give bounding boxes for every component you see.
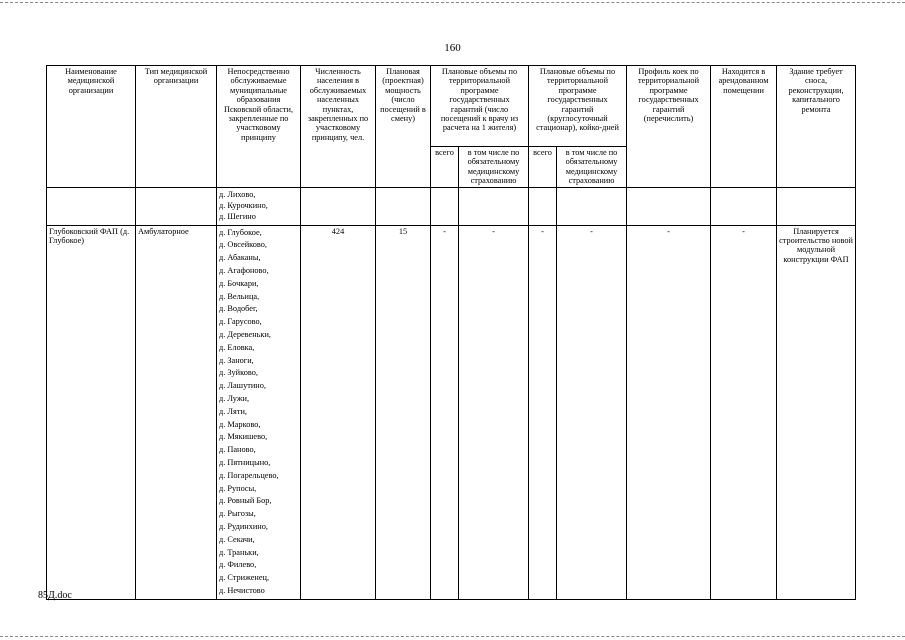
org-type: Амбулаторное [136,225,217,599]
village: д. Пятницыно, [219,457,271,467]
header-in-total: всего [529,147,557,188]
village: д. Рупосы, [219,483,257,493]
villages-cell [217,225,301,599]
village: д. Бочкари, [219,278,259,288]
header-building: Здание требует сноса, реконструкции, капитального ремонта [777,66,856,188]
village: д. Филево, [219,560,257,570]
village: д. Нечистово [219,585,265,595]
header-population: Численность населения в обслуживаемых населенных пунктах, закрепленных по участковому принципу, чел. [301,66,376,188]
header-inpatient: Плановые объемы по территориальной программе государственных гарантий (круглосуточный стационар), койко-дней [529,66,627,147]
village: д. Вельица, [219,291,260,301]
header-name: Наименование медицинской организации [47,66,136,188]
village: д. Погарельцево, [219,470,279,480]
village: д. Секачи, [219,534,255,544]
village: д. Водобег, [219,304,258,314]
village: д. Рудинхино, [219,521,268,531]
village: д. Лихово, [219,189,256,199]
village: д. Агафоново, [219,266,269,276]
village: д. Абаканы, [219,253,261,263]
continued-villages-cell [217,187,301,225]
header-municipal: Непосредственно обслуживаемые муниципальные образования Псковской области, закрепленные по участковому принципу [217,66,301,188]
bottom-edge-line [0,636,905,637]
header-type: Тип медицинской организации [136,66,217,188]
in-oms-value: - [557,225,627,599]
village: д. Марково, [219,419,261,429]
medical-organizations-table [46,65,856,600]
village: д. Ровный Бор, [219,496,272,506]
top-edge-line [0,2,905,3]
capacity-value: 15 [376,225,431,599]
village: д. Деревеньки, [219,330,271,339]
out-total-value: - [431,225,459,599]
header-out-total: всего [431,147,459,188]
village: д. Еловка, [219,342,255,352]
in-total-value: - [529,225,557,599]
page-number: 160 [444,42,461,54]
header-rented: Находится в арендованном помещении [711,66,777,188]
header-profile: Профиль коек по территориальной программе государственных гарантий (перечислить) [627,66,711,188]
header-outpatient: Плановые объемы по территориальной программе государственных гарантий (число посещений к врачу из расчета на 1 жителя) [431,66,529,147]
out-oms-value: - [459,225,529,599]
village: д. Лужи, [219,393,250,403]
profile-value: - [627,225,711,599]
village: д. Траньки, [219,547,259,557]
header-in-oms: в том числе по обязательному медицинскому страхованию [557,147,627,188]
population-value: 424 [301,225,376,599]
village: д. Глубокое, [219,227,262,237]
header-out-oms: в том числе по обязательному медицинскому страхованию [459,147,529,188]
village: д. Гарусово, [219,317,262,327]
village: д. Ляти, [219,406,247,416]
village: д. Заноги, [219,355,254,365]
document-footer: 85Д.doc [38,590,72,601]
village: д. Шегино [219,211,256,221]
village: д. Лашутино, [219,381,266,391]
org-name: Глубоковский ФАП (д. Глубокое) [47,225,136,599]
table-row-continued [47,187,856,225]
village: д. Овсейково, [219,240,267,250]
table-row-glubokovsky [47,225,856,599]
building-value: Планируется строительство новой модульной конструкции ФАП [777,225,856,599]
header-capacity: Плановая (проектная) мощность (число посещений в смену) [376,66,431,188]
village: д. Курочкино, [219,200,268,210]
village: д. Мякишево, [219,432,268,442]
village: д. Зуйково, [219,368,258,378]
village: д. Стриженец, [219,573,270,583]
village: д. Рыгозы, [219,509,256,519]
rented-value: - [711,225,777,599]
village: д. Паново, [219,445,256,455]
